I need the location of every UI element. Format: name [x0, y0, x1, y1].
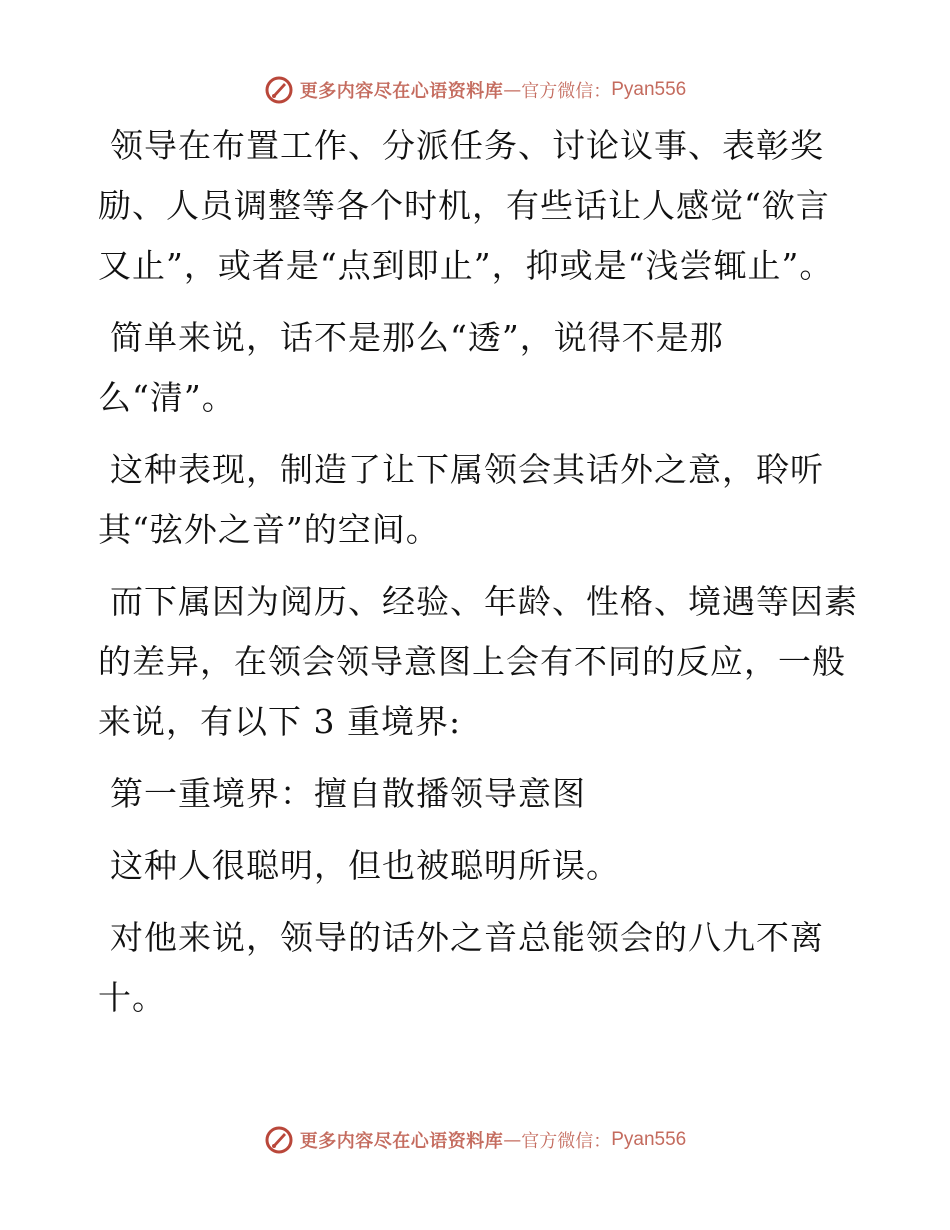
footer-banner: [0, 1120, 950, 1160]
header-account: Pyan556: [611, 79, 687, 100]
header-banner: [0, 70, 950, 110]
footer-separator: —: [503, 1129, 522, 1151]
paragraph-3: 这种表现，制造了让下属领会其话外之意，聆听其“弦外之音”的空间。: [98, 450, 824, 549]
brush-logo-icon: [264, 1125, 294, 1155]
header-label: 官方微信：: [521, 81, 612, 102]
paragraph-6: 对他来说，领导的话外之音总能领会的八九不离十。: [98, 918, 824, 1017]
footer-account: Pyan556: [611, 1129, 687, 1150]
paragraph-4: 而下属因为阅历、经验、年龄、性格、境遇等因素的差异，在领会领导意图上会有不同的反应，一般来说，有以下 3 重境界:: [98, 582, 858, 741]
paragraph-2: 简单来说，话不是那么“透”，说得不是那么“清”。: [98, 318, 724, 417]
footer-brand-text: 更多内容尽在心语资料库: [299, 1131, 504, 1152]
footer-label: 官方微信：: [521, 1131, 612, 1152]
header-separator: —: [503, 79, 522, 101]
paragraph-1: 领导在布置工作、分派任务、讨论议事、表彰奖励、人员调整等各个时机，有些话让人感觉“欲言又止”，或者是“点到即止”，抑或是“浅尝辄止”。: [98, 126, 834, 285]
header-brand-text: 更多内容尽在心语资料库: [299, 81, 504, 102]
paragraph-5: 这种人很聪明，但也被聪明所误。: [110, 846, 620, 885]
section-heading-1: 第一重境界：擅自散播领导意图: [110, 774, 586, 813]
brush-logo-icon: [264, 75, 294, 105]
document-body: [98, 116, 858, 1040]
